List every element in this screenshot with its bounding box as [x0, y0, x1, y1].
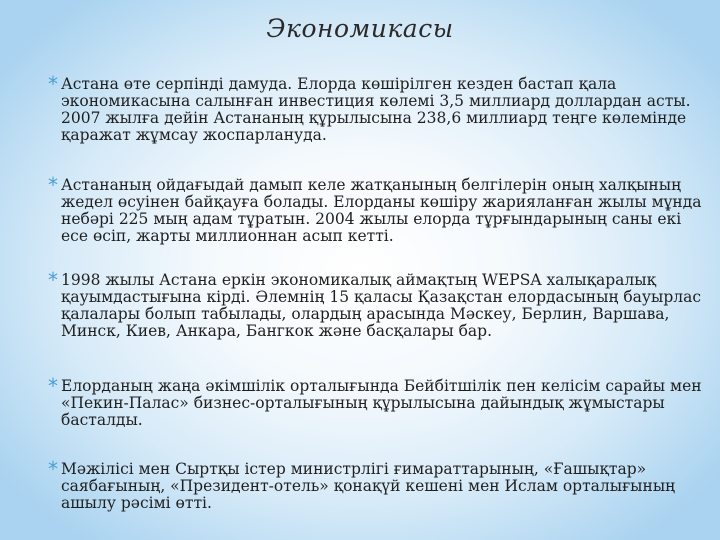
bullet-text: Елорданың жаңа әкімшілік орталығында Бейбітшілік пен келісім сарайы мен «Пекин-Палас» бизнес-орталығының құрылысына дайындық жұмыстары басталды. — [61, 377, 702, 429]
bullet-star-icon: * — [48, 457, 58, 481]
bullet-text: Астана өте серпінді дамуда. Елорда көшірілген кезден бастап қала экономикасына салынған инвестиция көлемі 3,5 миллиард доллардан асты. 2007 жылға дейін Астананың құрылысына 238,6 миллиард теңге көлемінде қаражат жұмсау жоспарлануда. — [61, 75, 691, 144]
bullet-star-icon: * — [48, 268, 58, 292]
bullet-text: Мәжілісі мен Сыртқы істер министрлігі ғимараттарының, «Ғашықтар» саябағының, «Президент-отель» қонақүй кешені мен Ислам орталығының ашылу рәсімі өтті. — [61, 460, 676, 512]
bullet-item — [48, 72, 708, 144]
bullet-item — [48, 268, 708, 340]
bullet-text: 1998 жылы Астана еркін экономикалық аймақтың WEPSA халықаралық қауымдастығына кірді. Әлемнің 15 қаласы Қазақстан елордасының бауырлас қалалары болып табылады, олардың арасында Мәскеу, Берлин, Варшава, Минск, Киев, Анкара, Бангкок және басқалары бар. — [61, 271, 702, 340]
bullet-text: Астананың ойдағыдай дамып келе жатқанының белгілерін оның халқының жедел өсуінен байқауға болады. Елорданы көшіру жарияланған жылы мұнда небәрі 225 мың адам тұратын. 2004 жылы елорда тұрғындарының саны екі есе өсіп, жарты миллионнан асып кетті. — [61, 176, 702, 245]
bullet-star-icon: * — [48, 173, 58, 197]
bullet-star-icon: * — [48, 72, 58, 96]
bullet-item — [48, 457, 708, 512]
slide-title: Экономикасы — [266, 14, 454, 43]
bullet-item — [48, 173, 708, 245]
bullet-star-icon: * — [48, 374, 58, 398]
bullet-item — [48, 374, 708, 429]
